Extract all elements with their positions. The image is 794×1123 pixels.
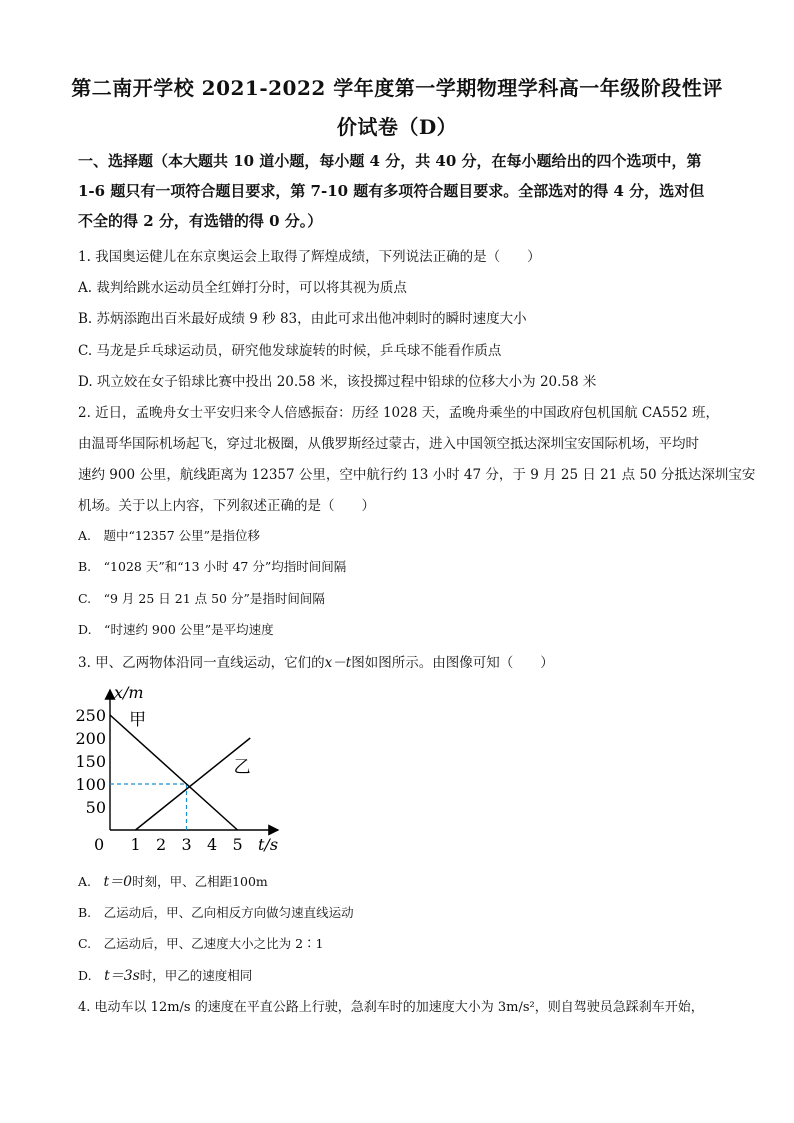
section-instructions-line2: 1-6 题只有一项符合题目要求，第 7-10 题有多项符合题目要求。全部选对的得 4 分，选对但	[78, 182, 705, 200]
section-instructions-line3: 不全的得 2 分，有选错的得 0 分。）	[78, 212, 323, 230]
q3-stem-text-a: 3. 甲、乙两物体沿同一直线运动，它们的	[78, 655, 325, 671]
q3-stem	[78, 651, 738, 671]
y-tick-label: 50	[85, 798, 106, 817]
q1-option-c: C. 马龙是乒乓球运动员，研究他发球旋转的时候，乒乓球不能看作质点	[78, 343, 502, 359]
q3-option-a	[78, 871, 738, 891]
y-tick-label: 200	[75, 729, 106, 748]
q2-stem-line2: 由温哥华国际机场起飞，穿过北极圈，从俄罗斯经过蒙古，进入中国领空抵达深圳宝安国际机场，平均时	[78, 436, 699, 452]
x-tick-label: 1	[130, 835, 141, 854]
q3-option-d	[78, 965, 738, 985]
q2-stem-line1: 2. 近日，孟晚舟女士平安归来令人倍感振奋：历经 1028 天，孟晚舟乘坐的中国政府包机国航 CA552 班，	[78, 405, 720, 421]
y-axis-label: x/m	[114, 683, 144, 702]
q3-option-a-math: t＝0	[103, 874, 133, 890]
exam-title-line2: 价试卷（D）	[336, 115, 458, 139]
q1-stem: 1. 我国奥运健儿在东京奥运会上取得了辉煌成绩，下列说法正确的是（ ）	[78, 249, 541, 265]
q2-option-c: C. “9 月 25 日 21 点 50 分”是指时间间隔	[78, 591, 325, 606]
section-instructions-line1: 一、选择题（本大题共 10 道小题，每小题 4 分，共 40 分，在每小题给出的四个选项中，第	[78, 152, 702, 170]
q2-option-d: D. “时速约 900 公里”是平均速度	[78, 622, 274, 637]
q3-option-d-math: t＝3s	[104, 968, 140, 984]
x-axis-label: t/s	[258, 835, 279, 854]
x-tick-label: 4	[207, 835, 218, 854]
q1-option-b: B. 苏炳添跑出百米最好成绩 9 秒 83，由此可求出他冲刺时的瞬时速度大小	[78, 311, 527, 327]
q1-option-a: A. 裁判给跳水运动员全红婵打分时，可以将其视为质点	[78, 280, 407, 296]
q1-option-d: D. 巩立姣在女子铅球比赛中投出 20.58 米，该投掷过程中铅球的位移大小为 20.58 米	[78, 374, 597, 390]
q3-option-b: B. 乙运动后，甲、乙向相反方向做匀速直线运动	[78, 905, 354, 920]
x-tick-label: 3	[181, 835, 192, 854]
xt-graph	[72, 682, 292, 857]
series-label-2: 乙	[233, 757, 251, 778]
series-line-1	[110, 715, 238, 830]
x-tick-label: 5	[232, 835, 243, 854]
q2-option-a: A. 题中“12357 公里”是指位移	[78, 528, 261, 543]
q3-option-a-text: 时刻，甲、乙相距100m	[132, 874, 268, 889]
q3-option-d-prefix: D.	[78, 968, 105, 983]
y-tick-label: 100	[75, 775, 106, 794]
q4-stem: 4. 电动车以 12m/s 的速度在平直公路上行驶，急刹车时的加速度大小为 3m/s²，则自驾驶员急踩刹车开始，	[78, 1000, 704, 1015]
exam-title-line1: 第二南开学校 2021-2022 学年度第一学期物理学科高一年级阶段性评	[71, 76, 723, 100]
series-label-1: 甲	[129, 710, 147, 731]
q3-option-a-prefix: A.	[78, 874, 104, 889]
q2-stem-line4: 机场。关于以上内容，下列叙述正确的是（ ）	[78, 498, 375, 514]
q3-stem-math: x－t	[324, 655, 352, 671]
q3-option-d-text: 时，甲乙的速度相同	[139, 968, 253, 983]
y-tick-label: 150	[75, 752, 106, 771]
y-tick-label: 250	[75, 706, 106, 725]
x-tick-label: 0	[94, 835, 105, 854]
q3-option-c: C. 乙运动后，甲、乙速度大小之比为 2∶1	[78, 936, 324, 951]
q2-stem-line3: 速约 900 公里，航线距离为 12357 公里，空中航行约 13 小时 47 分，于 9 月 25 日 21 点 50 分抵达深圳宝安	[78, 467, 756, 483]
q2-option-b: B. “1028 天”和“13 小时 47 分”均指时间间隔	[78, 559, 347, 574]
x-tick-label: 2	[156, 835, 167, 854]
q3-stem-text-b: 图如图所示。由图像可知（ ）	[351, 655, 554, 671]
